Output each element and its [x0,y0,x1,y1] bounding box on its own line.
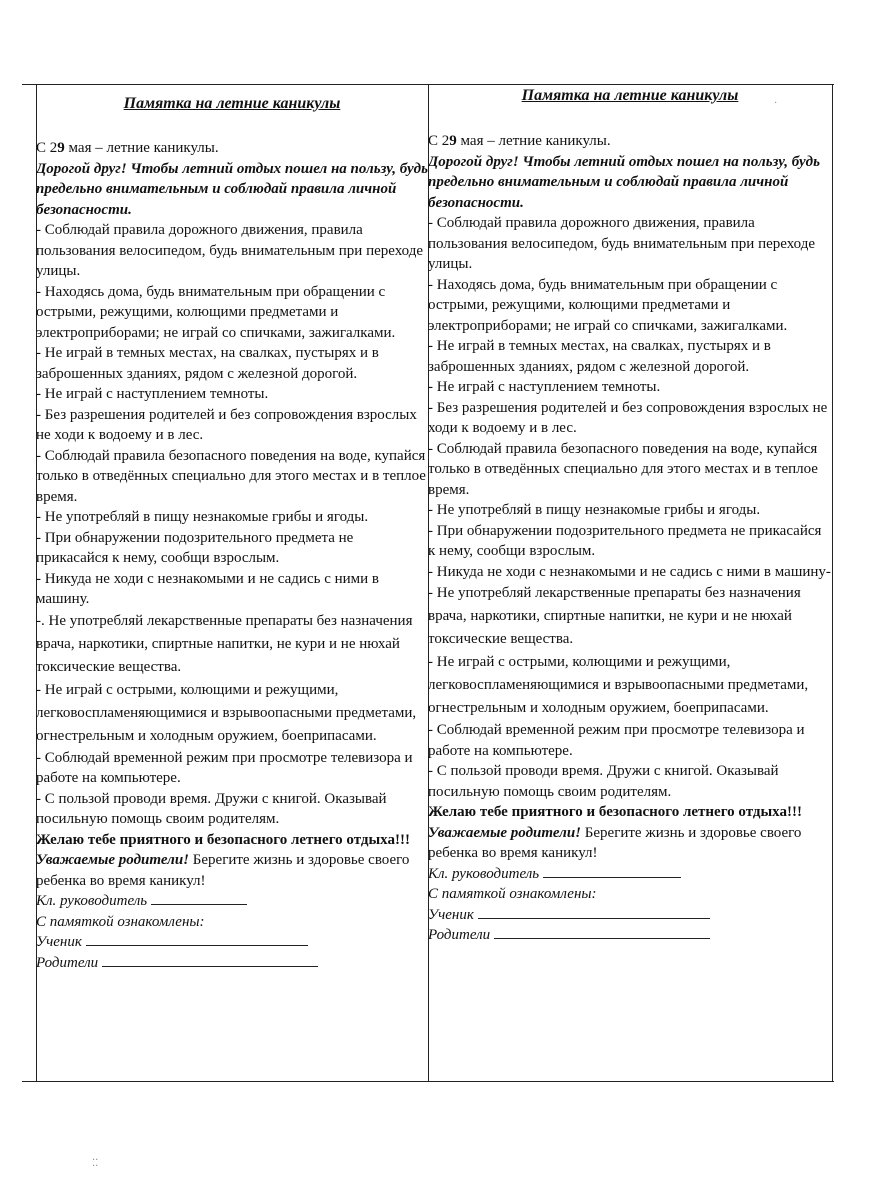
left-sig-student [36,932,428,953]
list-item: - Никуда не ходи с незнакомыми и не садись с ними в машину- [428,563,831,580]
scan-speckle: · [774,98,778,109]
left-parents-note [36,850,428,891]
right-body [428,131,832,946]
list-item: - При обнаружении подозрительного предмета не прикасайся к нему, сообщи взрослым. [428,522,822,559]
right-greeting: Дорогой друг! Чтобы летний отдых пошел на пользу, будь предельно внимательным и соблюдай правила личной безопасности. [428,153,820,211]
list-item: - При обнаружении подозрительного предмета не прикасайся к нему, сообщи взрослым. [36,529,354,566]
left-sig-student-label: Ученик [36,934,82,950]
list-item: - Не играй с острыми, колющими и режущими, легковоспламеняющимися и взрывоопасными предметами, огнестрельным и холодным оружием, боеприпасами. [36,681,417,744]
right-wish: Желаю тебе приятного и безопасного летнего отдыха!!! [428,804,802,820]
list-item: - Без разрешения родителей и без сопровождения взрослых не ходи к водоему и в лес. [428,399,828,436]
left-date-post: мая – летние каникулы. [64,140,219,156]
list-item: - Соблюдай правила безопасного поведения на воде, купайся только в отведённых специально для этого местах и в теплое время. [428,440,818,498]
left-body [36,138,428,973]
right-memo [428,85,832,946]
right-sig-student-label: Ученик [428,906,474,923]
left-date-num: 9 [57,140,65,156]
right-sig-teacher [428,864,832,885]
left-wish: Желаю тебе приятного и безопасного летнего отдыха!!! [36,831,410,848]
right-sig-student [428,905,832,926]
list-item: - Не употребляй в пищу незнакомые грибы и ягоды. [428,502,761,518]
list-item: - Соблюдай правила безопасного поведения на воде, купайся только в отведённых специально для этого местах и в теплое время. [36,447,426,505]
right-sig-parents [428,925,832,946]
list-item: -. Не употребляй лекарственные препараты без назначения врача, наркотики, спиртные напитки, не кури и не нюхай токсические вещества. [36,612,413,675]
left-rules-list [36,220,428,830]
list-item: - Не играй с наступлением темноты. [428,379,661,395]
list-item: - Находясь дома, будь внимательным при обращении с острыми, режущими, колющими предметами и электроприборами; не играй со спичками, зажигалками. [36,283,396,341]
list-item: - Не играй в темных местах, на свалках, пустырях и в заброшенных зданиях, рядом с железной дорогой. [36,345,379,382]
left-sig-ack: С памяткой ознакомлены: [36,913,205,930]
list-item: - Не играй с острыми, колющими и режущими, легковоспламеняющимися и взрывоопасными предметами, огнестрельным и холодным оружием, боеприпасами. [428,654,809,716]
right-date-post: мая – летние каникулы. [456,133,611,149]
left-parents-lead: Уважаемые родители! [36,852,190,868]
right-sig-parents-label: Родители [428,927,491,943]
list-item: - Не играй с наступлением темноты. [36,386,269,402]
left-sig-teacher [36,891,428,912]
list-item: - Не играй в темных местах, на свалках, пустырях и в заброшенных зданиях, рядом с железной дорогой. [428,338,771,375]
right-sig-teacher-label: Кл. руководитель [428,865,540,882]
right-date-pre: С 2 [428,133,450,149]
left-sig-student-line [86,933,308,946]
right-sig-student-line [478,906,710,919]
left-sig-parents-line [102,954,318,967]
right-parents-text: Берегите жизнь и здоровье своего ребенка во время каникул! [428,824,802,861]
list-item: - Без разрешения родителей и без сопровождения взрослых не ходи к водоему и в лес. [36,406,417,443]
memo-sheet [22,84,834,1082]
right-sig-ack: С памяткой ознакомлены: [428,886,597,902]
list-item: - С пользой проводи время. Дружи с книгой. Оказывай посильную помощь своим родителям. [36,790,387,827]
list-item: - Находясь дома, будь внимательным при обращении с острыми, режущими, колющими предметами и электроприборами; не играй со спичками, зажигалками. [428,276,788,334]
left-sig-parents [36,953,428,974]
right-date-num: 9 [449,133,457,149]
left-parents-text: Берегите жизнь и здоровье своего ребенка во время каникул! [36,852,410,889]
left-date-pre: С 2 [36,140,58,156]
left-greeting: Дорогой друг! Чтобы летний отдых пошел на пользу, будь предельно внимательным и соблюдай правила личной безопасности. [36,160,428,218]
list-item: - Никуда не ходи с незнакомыми и не садись с ними в машину. [36,570,380,607]
list-item: - Соблюдай временной режим при просмотре телевизора и работе на компьютере. [428,722,805,759]
list-item: - Соблюдай правила дорожного движения, правила пользования велосипедом, будь внимательным при переходе улицы. [36,222,424,279]
list-item: - Соблюдай правила дорожного движения, правила пользования велосипедом, будь внимательным при переходе улицы. [428,215,816,272]
scan-speckle: ⁚⁚ [92,1158,99,1169]
list-item: - Не употребляй лекарственные препараты без назначения врача, наркотики, спиртные напитки, не кури и не нюхай токсические вещества. [428,585,801,647]
left-memo [36,85,428,973]
right-sig-teacher-line [543,865,681,878]
left-sig-teacher-label: Кл. руководитель [36,893,148,909]
right-border-line [832,85,833,1081]
list-item: - Не употребляй в пищу незнакомые грибы и ягоды. [36,509,369,525]
left-title: Памятка на летние каникулы [123,95,341,112]
list-item: - С пользой проводи время. Дружи с книгой. Оказывай посильную помощь своим родителям. [428,763,779,800]
right-date-line [428,131,832,152]
right-parents-lead: Уважаемые родители! [428,824,582,841]
right-rules-list [428,213,832,802]
left-sig-parents-label: Родители [36,954,99,971]
left-date-line [36,138,428,159]
list-item: - Соблюдай временной режим при просмотре телевизора и работе на компьютере. [36,749,413,786]
right-parents-note [428,823,832,864]
left-sig-teacher-line [151,892,247,905]
right-title: Памятка на летние каникулы [521,87,739,104]
right-sig-parents-line [494,926,710,939]
